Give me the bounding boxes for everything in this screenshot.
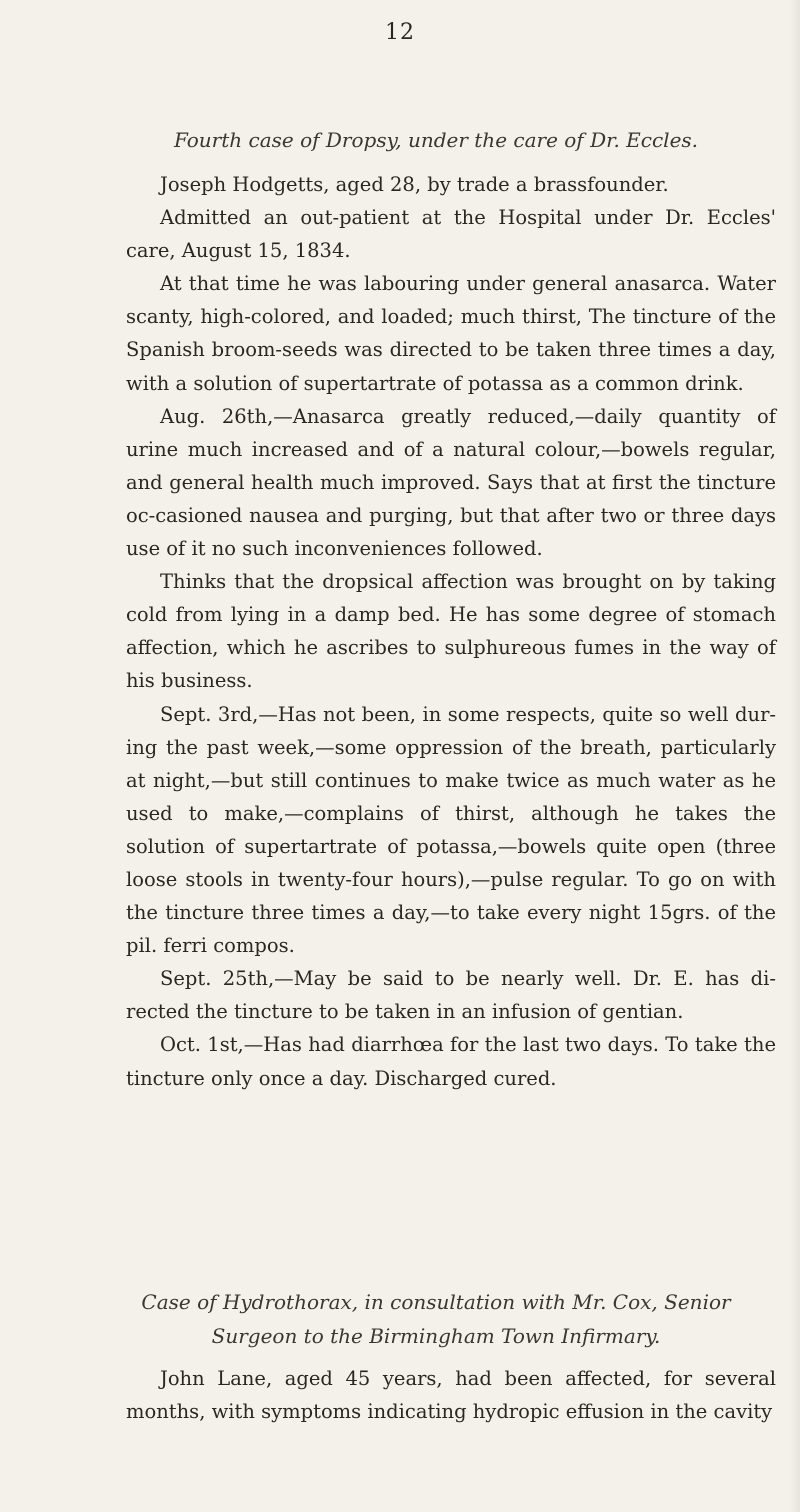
case-heading-dropsy: Fourth case of Dropsy, under the care of Dr. Eccles. bbox=[173, 128, 699, 152]
paragraph: Oct. 1st,—Has had diarrhœa for the last two days. To take the tincture only once a day. Discharged cured. bbox=[126, 1033, 776, 1090]
paragraph: Aug. 26th,—Anasarca greatly reduced,—daily quantity of urine much increased and of a natural colour,—bowels regular, and general health much improved. Says that at first the tincture oc-casioned nausea and purging, but that after two or three days use of it no such inconveniences followed. bbox=[126, 404, 776, 561]
paragraph: John Lane, aged 45 years, had been affected, for several months, with symptoms indicating hydropic effusion in the cavity bbox=[126, 1367, 776, 1424]
paragraph: Thinks that the dropsical affection was brought on by taking cold from lying in a damp bed. He has some degree of stomach affection, which he ascribes to sulphureous fumes in the way of his business. bbox=[126, 570, 776, 693]
case-heading-hydrothorax: Case of Hydrothorax, in consultation with Mr. Cox, Senior Surgeon to the Birmingham Town Infirmary. bbox=[141, 1290, 731, 1348]
paragraph: Sept. 3rd,—Has not been, in some respects, quite so well dur-ing the past week,—some oppression of the breath, particularly at night,—but still continues to make twice as much water as he used to make,—complains of thirst, although he takes the solution of supertartrate of potassa,—bowels quite open (three loose stools in twenty-four hours),—pulse regular. To go on with the tincture three times a day,—to take every night 15grs. of the pil. ferri compos. bbox=[126, 702, 776, 958]
paragraph: Sept. 25th,—May be said to be nearly well. Dr. E. has di-rected the tincture to be taken in an infusion of gentian. bbox=[126, 967, 776, 1024]
paragraph: Admitted an out-patient at the Hospital under Dr. Eccles' care, August 15, 1834. bbox=[126, 206, 776, 263]
page-edge-shadow bbox=[790, 0, 800, 1512]
page-number: 12 bbox=[385, 20, 415, 45]
case-body-dropsy bbox=[126, 168, 776, 1095]
paragraph: At that time he was labouring under general anasarca. Water scanty, high-colored, and loaded; much thirst, The tincture of the Spanish broom-seeds was directed to be taken three times a day, with a solution of supertartrate of potassa as a common drink. bbox=[126, 272, 776, 395]
paragraph: Joseph Hodgetts, aged 28, by trade a brassfounder. bbox=[160, 173, 669, 196]
case-body-hydrothorax bbox=[126, 1362, 776, 1428]
